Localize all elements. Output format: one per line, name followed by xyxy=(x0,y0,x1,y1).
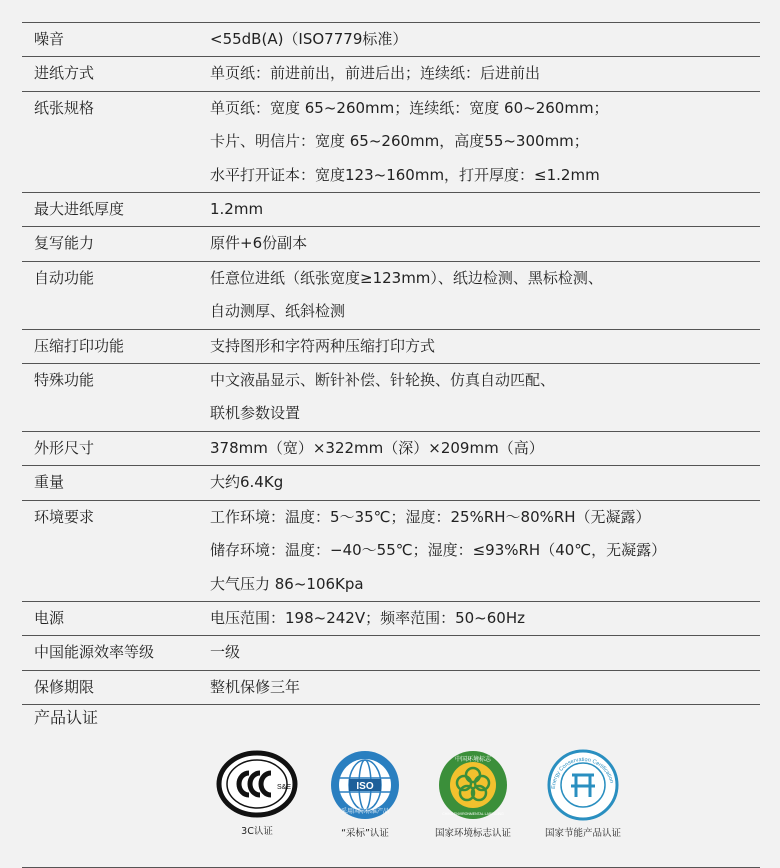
spec-key: 特殊功能 xyxy=(34,371,95,390)
spec-value-line: 单页纸：前进前出，前进后出；连续纸：后进前出 xyxy=(210,64,541,83)
spec-value-line: 单页纸：宽度 65~260mm；连续纸：宽度 60~260mm； xyxy=(210,98,609,117)
env-logo-icon xyxy=(435,749,511,821)
spec-value-line: 水平打开证本：宽度123~160mm，打开厚度：≤1.2mm xyxy=(210,165,600,184)
spec-row xyxy=(22,466,760,500)
spec-row xyxy=(22,364,760,432)
spec-key: 重量 xyxy=(34,473,65,492)
spec-key: 电源 xyxy=(34,608,65,627)
energy-logo-icon xyxy=(545,749,621,821)
spec-value-line: 378mm（宽）×322mm（深）×209mm（高） xyxy=(210,438,544,457)
spec-row xyxy=(22,636,760,670)
spec-value-line: <55dB(A)（ISO7779标准） xyxy=(210,30,408,48)
spec-value-line: 卡片、明信片：宽度 65~260mm，高度55~300mm； xyxy=(210,132,589,151)
spec-value xyxy=(210,364,760,431)
ccc-mark: S&E xyxy=(277,784,292,792)
ccc-caption: 3C认证 xyxy=(241,826,273,838)
caibiao-caption: “采标”认证 xyxy=(341,828,389,840)
spec-value xyxy=(210,671,760,704)
spec-value-line: 工作环境：温度：5～35℃；湿度：25%RH～80%RH（无凝露） xyxy=(210,507,651,526)
spec-value-line: 电压范围：198~242V；频率范围：50~60Hz xyxy=(210,608,525,627)
spec-value-line: 支持图形和字符两种压缩打印方式 xyxy=(210,336,436,355)
spec-key: 复写能力 xyxy=(34,234,95,253)
spec-key: 中国能源效率等级 xyxy=(34,643,155,662)
spec-key: 进纸方式 xyxy=(34,64,95,83)
spec-value-line: 任意位进纸（纸张宽度≥123mm）、纸边检测、黑标检测、 xyxy=(210,268,603,287)
spec-row xyxy=(22,193,760,227)
spec-key: 自动功能 xyxy=(34,268,95,287)
ccc-logo-icon xyxy=(216,749,298,819)
ccc-cert xyxy=(212,749,302,837)
spec-row xyxy=(22,262,760,330)
caibiao-sign: ISO xyxy=(356,781,374,793)
spec-value-line: 原件+6份副本 xyxy=(210,234,308,253)
spec-value xyxy=(210,466,760,499)
spec-value xyxy=(210,57,760,90)
spec-row xyxy=(22,501,760,602)
spec-row xyxy=(22,602,760,636)
spec-row xyxy=(22,227,760,261)
spec-value xyxy=(210,636,760,669)
cert-row-key: 产品认证 xyxy=(34,708,99,728)
spec-value xyxy=(210,92,760,192)
spec-row xyxy=(22,671,760,705)
energy-ring-text: Energy Conservation Certification xyxy=(550,757,615,790)
spec-value-line: 大约6.4Kg xyxy=(210,473,284,492)
env-cert xyxy=(428,749,518,839)
spec-value xyxy=(210,262,760,329)
cert-logos xyxy=(210,705,760,867)
cert-row xyxy=(22,705,760,868)
spec-value xyxy=(210,432,760,465)
spec-row xyxy=(22,330,760,364)
spec-row xyxy=(22,92,760,193)
spec-row xyxy=(22,23,760,57)
caibiao-logo-icon xyxy=(327,749,403,821)
env-top-text: 中国环境标志 xyxy=(454,756,492,764)
spec-row xyxy=(22,432,760,466)
caibiao-cert xyxy=(320,749,410,839)
spec-value-line: 联机参数设置 xyxy=(210,404,301,423)
energy-cert xyxy=(538,749,628,839)
spec-value-line: 整机保修三年 xyxy=(210,677,301,696)
spec-rows xyxy=(22,23,760,705)
spec-table xyxy=(22,22,760,868)
spec-value-line: 自动测厚、纸斜检测 xyxy=(210,302,346,321)
spec-value xyxy=(210,23,760,56)
spec-key: 环境要求 xyxy=(34,507,95,526)
spec-value-line: 储存环境：温度：−40～55℃；湿度：≤93%RH（40℃，无凝露） xyxy=(210,541,667,560)
env-bottom-text: CHINA ENVIRONMENTAL LABELLING xyxy=(442,812,504,817)
spec-key: 保修期限 xyxy=(34,677,95,696)
caibiao-inner-text: 采用国际标准产品 xyxy=(340,808,390,816)
spec-value xyxy=(210,501,760,601)
spec-key: 压缩打印功能 xyxy=(34,336,125,355)
spec-row xyxy=(22,57,760,91)
spec-value-line: 1.2mm xyxy=(210,200,264,219)
spec-key: 噪音 xyxy=(34,30,65,48)
env-caption: 国家环境标志认证 xyxy=(434,828,511,840)
spec-value-line: 一级 xyxy=(210,643,241,662)
spec-value-line: 大气压力 86~106Kpa xyxy=(210,574,364,593)
spec-key: 最大进纸厚度 xyxy=(34,200,125,219)
spec-key: 外形尺寸 xyxy=(34,438,95,457)
spec-value xyxy=(210,193,760,226)
spec-key: 纸张规格 xyxy=(34,98,95,117)
spec-value xyxy=(210,330,760,363)
spec-value xyxy=(210,227,760,260)
energy-caption: 国家节能产品认证 xyxy=(544,828,621,840)
spec-value xyxy=(210,602,760,635)
spec-value-line: 中文液晶显示、断针补偿、针轮换、仿真自动匹配、 xyxy=(210,371,556,390)
